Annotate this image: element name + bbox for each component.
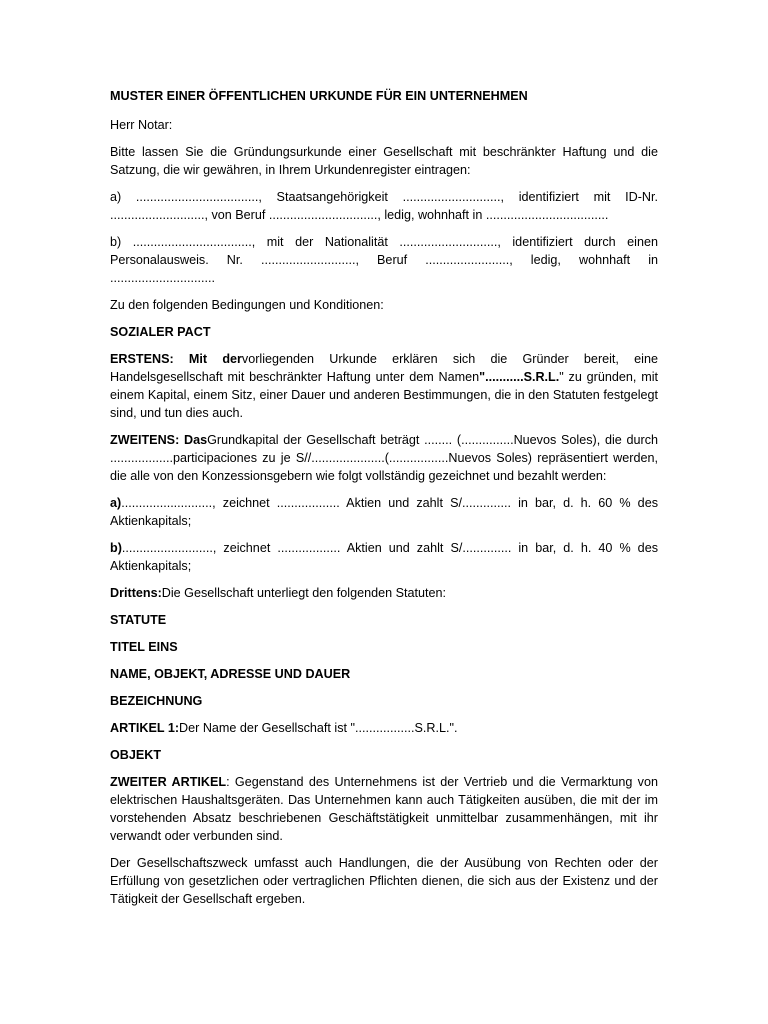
subscription-b-text: .........................., zeichnet .................. Aktien und zahlt S/.............. in bar, d. h. 40 % des Aktienkapitals; <box>110 541 658 573</box>
third-clause <box>110 584 658 602</box>
conditions-intro: Zu den folgenden Bedingungen und Konditionen: <box>110 298 384 312</box>
salutation: Herr Notar: <box>110 118 173 132</box>
section-social-pact: SOZIALER PACT <box>110 325 211 339</box>
first-clause-text-1: vorliegenden Urkunde erklären sich die Gründer bereit, eine Handelsgesellschaft mit beschränkter Haftung unter dem Namen <box>110 352 658 384</box>
section-object: OBJEKT <box>110 748 162 762</box>
article-1 <box>110 719 658 737</box>
section-name-object: NAME, OBJEKT, ADRESSE UND DAUER <box>110 667 351 681</box>
subscription-a <box>110 494 658 530</box>
first-clause-company-name: "...........S.R.L. <box>479 370 560 384</box>
first-clause <box>110 350 658 422</box>
third-clause-text: Die Gesellschaft unterliegt den folgenden Statuten: <box>161 586 447 600</box>
article-2 <box>110 773 658 845</box>
article-2-text: : Gegenstand des Unternehmens ist der Vertrieb und die Vermarktung von elektrischen Haushaltsgeräten. Das Unternehmen kann auch Tätigkeiten ausüben, die mit der im vorstehenden Absatz beschriebenen Geschäftstätigkeit unmittelbar zusammenhängen, mit ihr verwandt oder verbunden sind. <box>110 775 658 843</box>
section-statute: STATUTE <box>110 613 167 627</box>
section-designation: BEZEICHNUNG <box>110 694 203 708</box>
article-1-label: ARTIKEL 1: <box>110 721 180 735</box>
first-clause-label: ERSTENS: Mit der <box>110 352 242 366</box>
subscription-b <box>110 539 658 575</box>
second-clause-label: ZWEITENS: Das <box>110 433 208 447</box>
document-title: MUSTER EINER ÖFFENTLICHEN URKUNDE FÜR EIN UNTERNEHMEN <box>110 89 528 103</box>
subscription-b-label: b) <box>110 541 122 555</box>
second-clause <box>110 431 658 485</box>
third-clause-label: Drittens: <box>110 586 162 600</box>
section-title-one: TITEL EINS <box>110 640 178 654</box>
intro-paragraph: Bitte lassen Sie die Gründungsurkunde einer Gesellschaft mit beschränkter Haftung und die Satzung, die wir gewähren, in Ihrem Urkundenregister eintragen: <box>110 145 658 177</box>
party-b-paragraph: b) .................................., mit der Nationalität ............................, identifiziert durch einen Personalausweis. Nr. ..........................., Beruf ........................, ledig, wohnhaft in .............................. <box>110 235 658 285</box>
subscription-a-text: .........................., zeichnet .................. Aktien und zahlt S/.............. in bar, d. h. 60 % des Aktienkapitals; <box>110 496 658 528</box>
article-2-label: ZWEITER ARTIKEL <box>110 775 227 789</box>
party-a-paragraph: a) ..................................., Staatsangehörigkeit ............................, identifiziert mit ID-Nr. ..........................., von Beruf ..............................., ledig, wohnhaft in ................................... <box>110 190 658 222</box>
article-1-text: Der Name der Gesellschaft ist ".................S.R.L.". <box>179 721 458 735</box>
first-clause-text-2: " zu gründen, mit einem Kapital, einem Sitz, einer Dauer und anderen Bestimmungen, die in den Statuten festgelegt sind, und tun dies auch. <box>110 370 658 420</box>
subscription-a-label: a) <box>110 496 122 510</box>
second-clause-text: Grundkapital der Gesellschaft beträgt ........ (...............Nuevos Soles), die durch ..................participaciones zu je S//.....................(.................Nuevos Soles) repräsentiert werden, die alle von den Konzessionsgebern wie folgt vollständig gezeichnet und bezahlt werden: <box>110 433 658 483</box>
purpose-paragraph: Der Gesellschaftszweck umfasst auch Handlungen, die der Ausübung von Rechten oder der Erfüllung von gesetzlichen oder vertraglichen Pflichten dienen, die sich aus der Existenz und der Tätigkeit der Gesellschaft ergeben. <box>110 856 658 906</box>
